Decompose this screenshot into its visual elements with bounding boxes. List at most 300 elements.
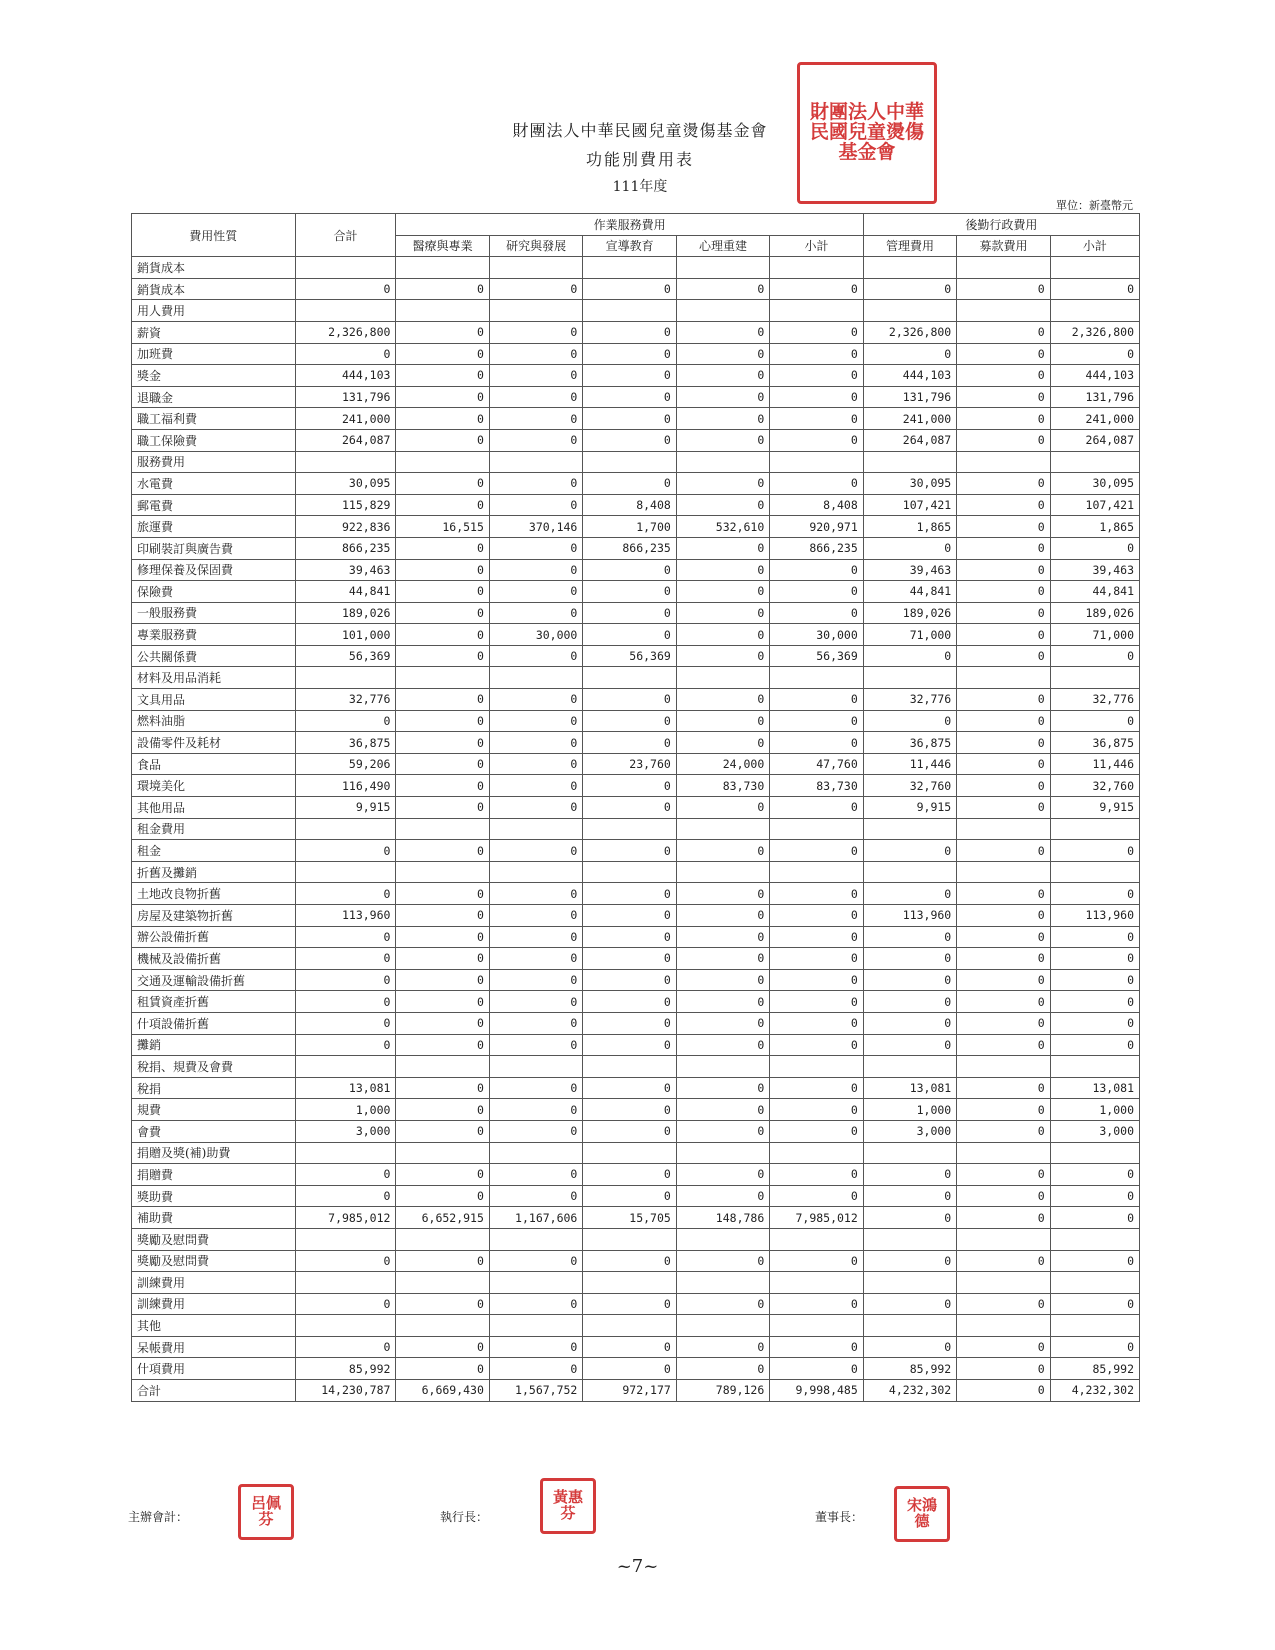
empty-cell <box>583 257 676 279</box>
value-cell: 56,369 <box>770 645 864 667</box>
value-cell: 0 <box>396 710 489 732</box>
item-label: 文具用品 <box>132 689 296 711</box>
item-label: 租賃資產折舊 <box>132 991 296 1013</box>
value-cell: 0 <box>957 408 1050 430</box>
item-label: 獎金 <box>132 365 296 387</box>
value-cell: 0 <box>957 1034 1050 1056</box>
table-row <box>132 775 1140 797</box>
value-cell: 3,000 <box>863 1120 956 1142</box>
value-cell: 0 <box>770 1077 864 1099</box>
value-cell: 0 <box>489 926 582 948</box>
value-cell: 0 <box>957 948 1050 970</box>
value-cell: 0 <box>676 343 769 365</box>
item-label: 辦公設備折舊 <box>132 926 296 948</box>
item-label: 什項設備折舊 <box>132 1012 296 1034</box>
value-cell: 2,326,800 <box>295 321 396 343</box>
value-cell: 0 <box>396 753 489 775</box>
value-cell: 0 <box>957 905 1050 927</box>
table-row <box>132 753 1140 775</box>
table-row <box>132 1185 1140 1207</box>
value-cell: 131,796 <box>863 386 956 408</box>
empty-cell <box>676 1272 769 1294</box>
value-cell: 44,841 <box>1050 581 1139 603</box>
value-cell: 0 <box>1050 645 1139 667</box>
value-cell: 0 <box>295 343 396 365</box>
value-cell: 0 <box>396 386 489 408</box>
value-cell: 0 <box>770 408 864 430</box>
value-cell: 0 <box>863 1185 956 1207</box>
value-cell: 0 <box>396 883 489 905</box>
value-cell: 0 <box>676 537 769 559</box>
value-cell: 0 <box>489 753 582 775</box>
category-row <box>132 818 1140 840</box>
value-cell: 7,985,012 <box>295 1207 396 1229</box>
value-cell: 0 <box>863 948 956 970</box>
value-cell: 0 <box>770 1099 864 1121</box>
value-cell: 1,865 <box>863 516 956 538</box>
table-row <box>132 602 1140 624</box>
empty-cell <box>1050 861 1139 883</box>
value-cell: 0 <box>489 969 582 991</box>
value-cell: 0 <box>957 1012 1050 1034</box>
empty-cell <box>295 1228 396 1250</box>
empty-cell <box>770 1272 864 1294</box>
value-cell: 0 <box>489 883 582 905</box>
value-cell: 0 <box>396 775 489 797</box>
value-cell: 866,235 <box>295 537 396 559</box>
table-row <box>132 624 1140 646</box>
category-label: 服務費用 <box>132 451 296 473</box>
value-cell: 0 <box>957 1164 1050 1186</box>
value-cell: 0 <box>396 1120 489 1142</box>
value-cell: 0 <box>489 386 582 408</box>
value-cell: 0 <box>863 1164 956 1186</box>
empty-cell <box>489 1272 582 1294</box>
value-cell: 0 <box>583 343 676 365</box>
value-cell: 0 <box>489 602 582 624</box>
table-row <box>132 1207 1140 1229</box>
item-label: 職工福利費 <box>132 408 296 430</box>
table-row <box>132 732 1140 754</box>
value-cell: 0 <box>957 1336 1050 1358</box>
value-cell: 0 <box>489 278 582 300</box>
value-cell: 532,610 <box>676 516 769 538</box>
value-cell: 0 <box>396 1012 489 1034</box>
value-cell: 0 <box>583 1250 676 1272</box>
empty-cell <box>770 257 864 279</box>
empty-cell <box>957 667 1050 689</box>
item-label: 獎助費 <box>132 1185 296 1207</box>
item-label: 什項費用 <box>132 1358 296 1380</box>
empty-cell <box>1050 1272 1139 1294</box>
value-cell: 0 <box>957 1185 1050 1207</box>
value-cell: 0 <box>863 840 956 862</box>
value-cell: 866,235 <box>583 537 676 559</box>
value-cell: 85,992 <box>1050 1358 1139 1380</box>
empty-cell <box>957 1272 1050 1294</box>
empty-cell <box>489 667 582 689</box>
empty-cell <box>957 300 1050 322</box>
table-row <box>132 645 1140 667</box>
value-cell: 0 <box>396 343 489 365</box>
value-cell: 2,326,800 <box>1050 321 1139 343</box>
value-cell: 0 <box>676 991 769 1013</box>
table-row <box>132 537 1140 559</box>
value-cell: 1,000 <box>1050 1099 1139 1121</box>
value-cell: 0 <box>489 797 582 819</box>
table-row <box>132 1099 1140 1121</box>
value-cell: 44,841 <box>295 581 396 603</box>
value-cell: 0 <box>957 494 1050 516</box>
page-number: ~7~ <box>616 1556 659 1577</box>
empty-cell <box>583 1315 676 1337</box>
value-cell: 0 <box>489 1120 582 1142</box>
value-cell: 0 <box>583 386 676 408</box>
item-label: 印刷裝訂與廣告費 <box>132 537 296 559</box>
value-cell: 264,087 <box>295 429 396 451</box>
value-cell: 0 <box>583 1034 676 1056</box>
value-cell: 0 <box>489 321 582 343</box>
value-cell: 13,081 <box>1050 1077 1139 1099</box>
value-cell: 0 <box>489 581 582 603</box>
value-cell: 0 <box>396 840 489 862</box>
item-label: 設備零件及耗材 <box>132 732 296 754</box>
item-label: 一般服務費 <box>132 602 296 624</box>
value-cell: 0 <box>489 1293 582 1315</box>
value-cell: 0 <box>489 840 582 862</box>
value-cell: 0 <box>489 408 582 430</box>
value-cell: 0 <box>863 883 956 905</box>
value-cell: 0 <box>676 948 769 970</box>
value-cell: 0 <box>957 1207 1050 1229</box>
value-cell: 0 <box>676 797 769 819</box>
value-cell: 0 <box>1050 537 1139 559</box>
value-cell: 0 <box>396 429 489 451</box>
empty-cell <box>396 1142 489 1164</box>
empty-cell <box>396 667 489 689</box>
empty-cell <box>676 1315 769 1337</box>
subheader-1: 研究與發展 <box>489 235 582 257</box>
empty-cell <box>770 861 864 883</box>
item-label: 呆帳費用 <box>132 1336 296 1358</box>
value-cell: 0 <box>489 559 582 581</box>
value-cell: 0 <box>396 602 489 624</box>
value-cell: 0 <box>1050 883 1139 905</box>
value-cell: 0 <box>396 537 489 559</box>
category-label: 租金費用 <box>132 818 296 840</box>
header-admin: 後勤行政費用 <box>863 214 1139 236</box>
value-cell: 0 <box>583 408 676 430</box>
empty-cell <box>583 1142 676 1164</box>
empty-cell <box>770 1056 864 1078</box>
value-cell: 0 <box>489 710 582 732</box>
value-cell: 0 <box>1050 1250 1139 1272</box>
empty-cell <box>770 818 864 840</box>
table-row <box>132 559 1140 581</box>
empty-cell <box>676 1228 769 1250</box>
value-cell: 0 <box>1050 343 1139 365</box>
empty-cell <box>676 300 769 322</box>
table-row <box>132 991 1140 1013</box>
empty-cell <box>583 861 676 883</box>
value-cell: 0 <box>863 278 956 300</box>
table-row <box>132 1120 1140 1142</box>
report-title: 功能別費用表 <box>585 150 694 169</box>
empty-cell <box>583 451 676 473</box>
value-cell: 0 <box>676 1293 769 1315</box>
value-cell: 0 <box>770 883 864 905</box>
value-cell: 0 <box>957 473 1050 495</box>
value-cell: 0 <box>957 689 1050 711</box>
table-row <box>132 883 1140 905</box>
currency-unit: 單位：新臺幣元 <box>1056 199 1133 212</box>
value-cell: 0 <box>583 926 676 948</box>
value-cell: 0 <box>396 1077 489 1099</box>
value-cell: 0 <box>1050 991 1139 1013</box>
value-cell: 0 <box>676 883 769 905</box>
value-cell: 0 <box>957 1077 1050 1099</box>
table-row <box>132 969 1140 991</box>
value-cell: 0 <box>676 624 769 646</box>
value-cell: 56,369 <box>583 645 676 667</box>
category-row <box>132 861 1140 883</box>
subheader-6: 募款費用 <box>957 235 1050 257</box>
empty-cell <box>295 1315 396 1337</box>
value-cell: 0 <box>583 321 676 343</box>
value-cell: 1,167,606 <box>489 1207 582 1229</box>
value-cell: 0 <box>863 1207 956 1229</box>
empty-cell <box>957 451 1050 473</box>
value-cell: 9,915 <box>1050 797 1139 819</box>
value-cell: 0 <box>863 710 956 732</box>
value-cell: 0 <box>676 840 769 862</box>
value-cell: 9,915 <box>295 797 396 819</box>
empty-cell <box>1050 1228 1139 1250</box>
value-cell: 0 <box>295 991 396 1013</box>
item-label: 補助費 <box>132 1207 296 1229</box>
table-row <box>132 1380 1140 1402</box>
value-cell: 0 <box>396 581 489 603</box>
item-label: 薪資 <box>132 321 296 343</box>
item-label: 專業服務費 <box>132 624 296 646</box>
value-cell: 0 <box>489 1077 582 1099</box>
category-label: 稅捐、規費及會費 <box>132 1056 296 1078</box>
table-row <box>132 797 1140 819</box>
empty-cell <box>863 818 956 840</box>
table-row <box>132 840 1140 862</box>
value-cell: 30,000 <box>489 624 582 646</box>
value-cell: 0 <box>583 473 676 495</box>
value-cell: 444,103 <box>1050 365 1139 387</box>
value-cell: 1,000 <box>863 1099 956 1121</box>
value-cell: 9,998,485 <box>770 1380 864 1402</box>
empty-cell <box>957 1228 1050 1250</box>
table-row <box>132 1034 1140 1056</box>
value-cell: 113,960 <box>1050 905 1139 927</box>
value-cell: 0 <box>396 1164 489 1186</box>
empty-cell <box>1050 1142 1139 1164</box>
empty-cell <box>583 1056 676 1078</box>
value-cell: 6,652,915 <box>396 1207 489 1229</box>
value-cell: 0 <box>583 1099 676 1121</box>
value-cell: 0 <box>770 1012 864 1034</box>
category-label: 訓練費用 <box>132 1272 296 1294</box>
value-cell: 0 <box>396 559 489 581</box>
value-cell: 0 <box>295 926 396 948</box>
value-cell: 0 <box>676 408 769 430</box>
empty-cell <box>676 1142 769 1164</box>
item-label: 燃料油脂 <box>132 710 296 732</box>
value-cell: 85,992 <box>295 1358 396 1380</box>
empty-cell <box>396 1228 489 1250</box>
value-cell: 0 <box>770 1250 864 1272</box>
table-row <box>132 948 1140 970</box>
value-cell: 0 <box>583 969 676 991</box>
value-cell: 0 <box>489 1250 582 1272</box>
value-cell: 1,865 <box>1050 516 1139 538</box>
item-label: 訓練費用 <box>132 1293 296 1315</box>
value-cell: 0 <box>957 645 1050 667</box>
value-cell: 0 <box>1050 948 1139 970</box>
value-cell: 789,126 <box>676 1380 769 1402</box>
value-cell: 0 <box>770 365 864 387</box>
value-cell: 0 <box>770 386 864 408</box>
value-cell: 0 <box>396 494 489 516</box>
value-cell: 0 <box>676 278 769 300</box>
value-cell: 116,490 <box>295 775 396 797</box>
value-cell: 0 <box>583 732 676 754</box>
value-cell: 0 <box>957 602 1050 624</box>
value-cell: 0 <box>489 1336 582 1358</box>
value-cell: 0 <box>863 969 956 991</box>
value-cell: 0 <box>863 1293 956 1315</box>
value-cell: 0 <box>583 278 676 300</box>
value-cell: 0 <box>583 602 676 624</box>
value-cell: 370,146 <box>489 516 582 538</box>
value-cell: 0 <box>770 559 864 581</box>
item-label: 獎勵及慰問費 <box>132 1250 296 1272</box>
value-cell: 30,000 <box>770 624 864 646</box>
category-row <box>132 1272 1140 1294</box>
empty-cell <box>489 257 582 279</box>
value-cell: 0 <box>489 991 582 1013</box>
value-cell: 0 <box>676 1358 769 1380</box>
category-row <box>132 1315 1140 1337</box>
value-cell: 0 <box>770 602 864 624</box>
value-cell: 0 <box>957 1099 1050 1121</box>
value-cell: 0 <box>295 278 396 300</box>
value-cell: 0 <box>583 710 676 732</box>
value-cell: 0 <box>957 732 1050 754</box>
value-cell: 3,000 <box>1050 1120 1139 1142</box>
value-cell: 0 <box>957 991 1050 1013</box>
value-cell: 24,000 <box>676 753 769 775</box>
value-cell: 0 <box>396 948 489 970</box>
value-cell: 972,177 <box>583 1380 676 1402</box>
item-label: 機械及設備折舊 <box>132 948 296 970</box>
empty-cell <box>583 818 676 840</box>
value-cell: 0 <box>396 624 489 646</box>
empty-cell <box>396 818 489 840</box>
value-cell: 0 <box>583 1293 676 1315</box>
empty-cell <box>295 300 396 322</box>
value-cell: 85,992 <box>863 1358 956 1380</box>
value-cell: 0 <box>396 1099 489 1121</box>
value-cell: 13,081 <box>863 1077 956 1099</box>
empty-cell <box>489 861 582 883</box>
empty-cell <box>863 1142 956 1164</box>
value-cell: 0 <box>489 948 582 970</box>
value-cell: 7,985,012 <box>770 1207 864 1229</box>
value-cell: 0 <box>583 1185 676 1207</box>
table-row <box>132 689 1140 711</box>
empty-cell <box>396 257 489 279</box>
table-row <box>132 1358 1140 1380</box>
value-cell: 0 <box>489 429 582 451</box>
value-cell: 0 <box>396 473 489 495</box>
value-cell: 0 <box>1050 840 1139 862</box>
value-cell: 0 <box>583 948 676 970</box>
value-cell: 0 <box>1050 710 1139 732</box>
item-label: 保險費 <box>132 581 296 603</box>
empty-cell <box>295 1142 396 1164</box>
empty-cell <box>295 257 396 279</box>
value-cell: 0 <box>295 1012 396 1034</box>
value-cell: 0 <box>489 537 582 559</box>
value-cell: 0 <box>1050 1293 1139 1315</box>
value-cell: 0 <box>770 1336 864 1358</box>
empty-cell <box>676 257 769 279</box>
item-label: 稅捐 <box>132 1077 296 1099</box>
value-cell: 0 <box>295 1164 396 1186</box>
category-row <box>132 300 1140 322</box>
value-cell: 0 <box>1050 1012 1139 1034</box>
empty-cell <box>489 818 582 840</box>
empty-cell <box>770 1228 864 1250</box>
empty-cell <box>396 1056 489 1078</box>
value-cell: 23,760 <box>583 753 676 775</box>
value-cell: 0 <box>676 581 769 603</box>
empty-cell <box>676 667 769 689</box>
value-cell: 0 <box>957 840 1050 862</box>
value-cell: 0 <box>583 1120 676 1142</box>
empty-cell <box>770 1315 864 1337</box>
empty-cell <box>295 667 396 689</box>
value-cell: 0 <box>1050 1207 1139 1229</box>
value-cell: 189,026 <box>1050 602 1139 624</box>
value-cell: 0 <box>583 429 676 451</box>
empty-cell <box>489 1315 582 1337</box>
value-cell: 0 <box>1050 1185 1139 1207</box>
value-cell: 0 <box>957 429 1050 451</box>
item-label: 公共關係費 <box>132 645 296 667</box>
value-cell: 0 <box>396 408 489 430</box>
empty-cell <box>863 300 956 322</box>
empty-cell <box>957 257 1050 279</box>
empty-cell <box>863 257 956 279</box>
value-cell: 59,206 <box>295 753 396 775</box>
value-cell: 0 <box>396 991 489 1013</box>
table-row <box>132 429 1140 451</box>
item-label: 會費 <box>132 1120 296 1142</box>
value-cell: 0 <box>770 1164 864 1186</box>
value-cell: 0 <box>489 494 582 516</box>
empty-cell <box>863 451 956 473</box>
category-row <box>132 451 1140 473</box>
value-cell: 0 <box>957 559 1050 581</box>
empty-cell <box>396 861 489 883</box>
value-cell: 0 <box>957 1358 1050 1380</box>
